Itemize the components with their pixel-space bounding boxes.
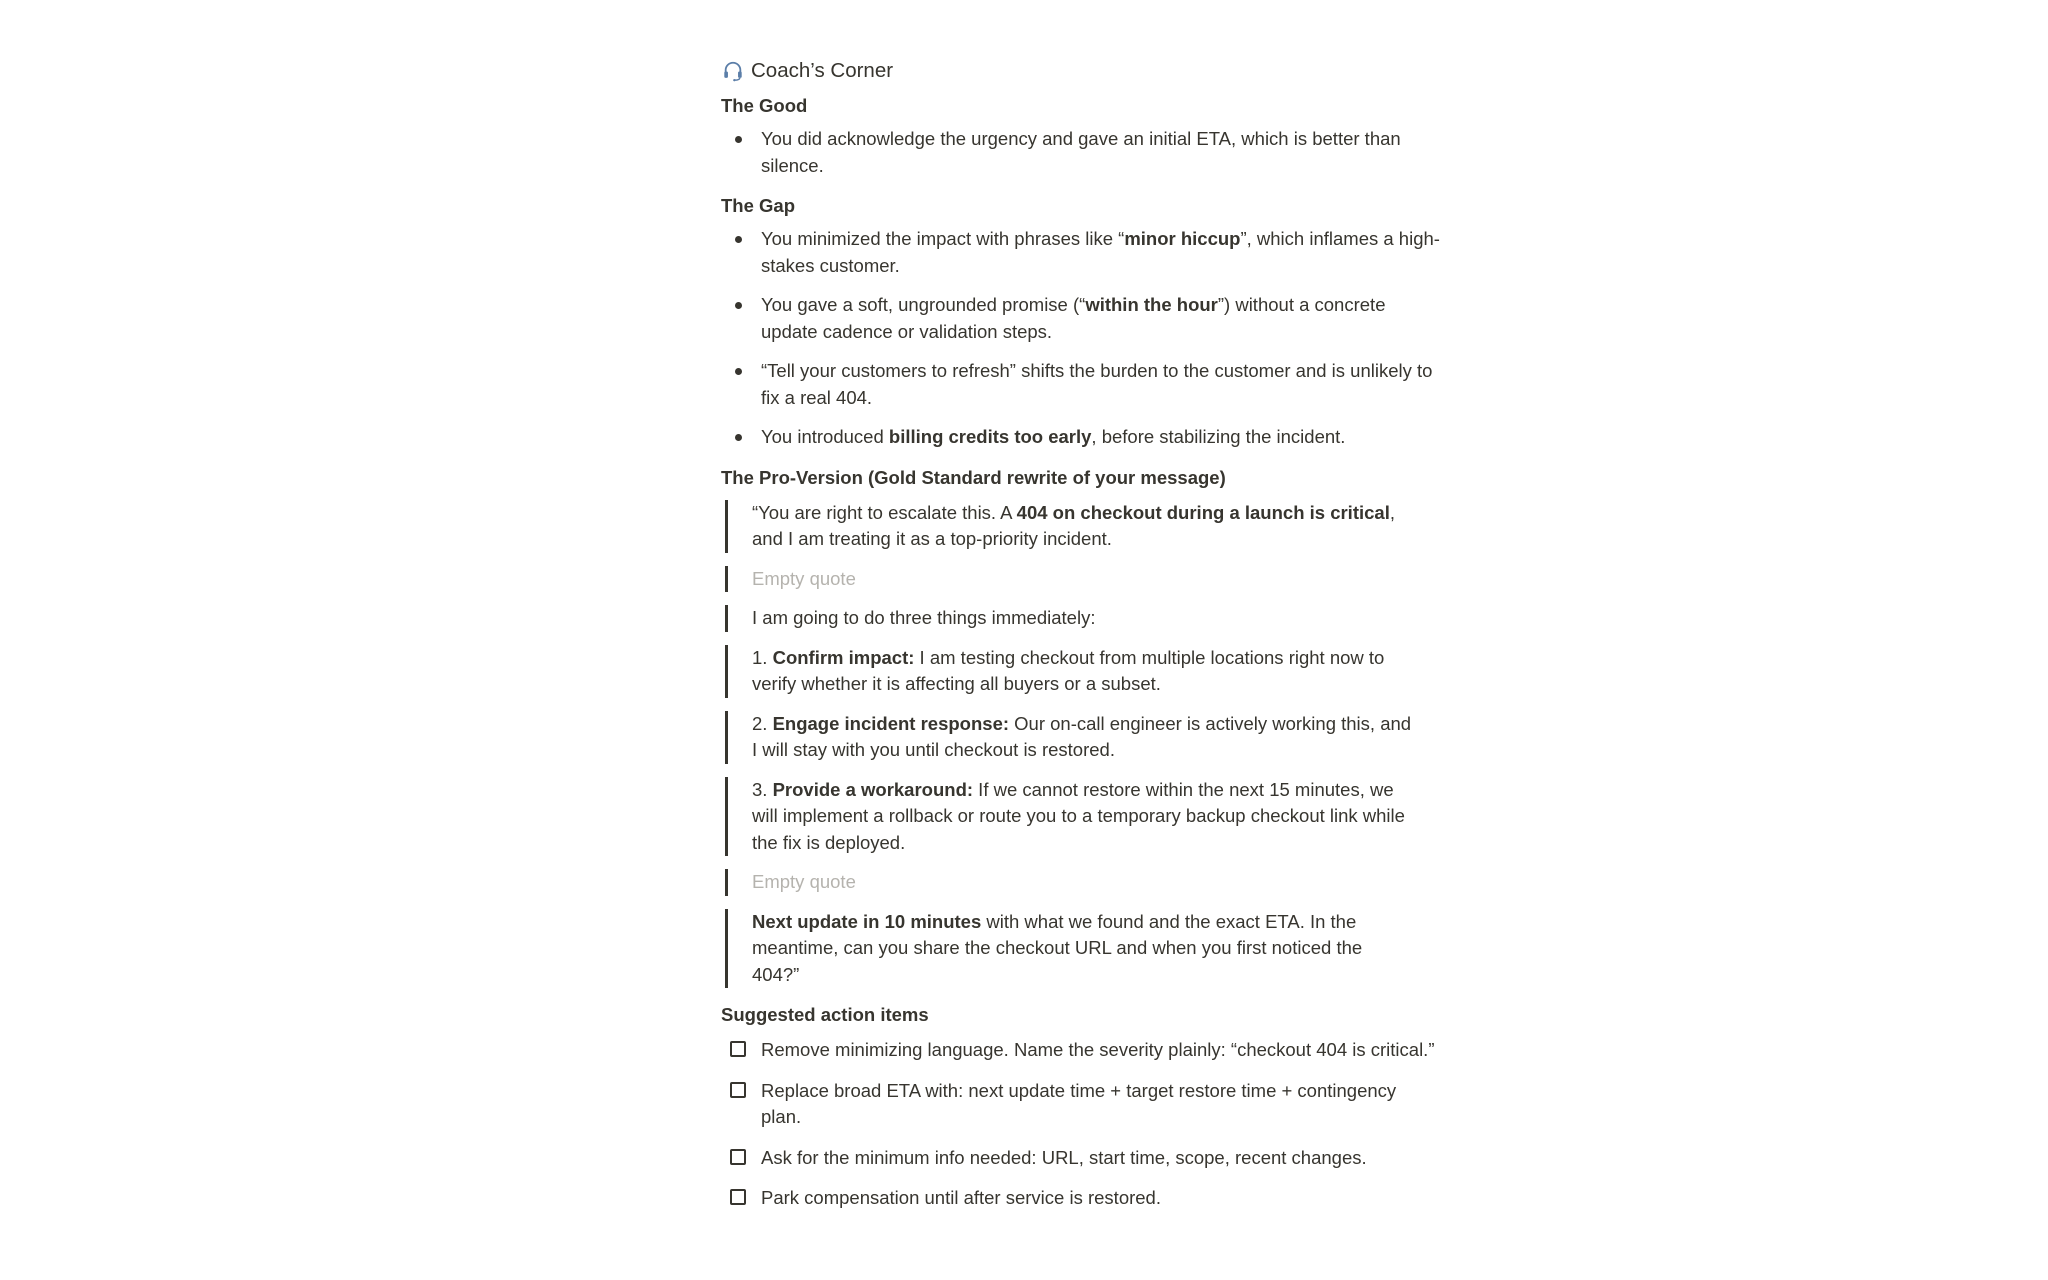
coach-corner-page [721,56,1441,1226]
action-items-list [721,1037,1441,1212]
page-title-text: Coach’s Corner [751,58,894,82]
todo-item [721,1078,1441,1131]
todo-checkbox[interactable] [730,1082,746,1098]
todo-text[interactable]: Ask for the minimum info needed: URL, start time, scope, recent changes. [761,1146,1367,1168]
todo-text[interactable]: Park compensation until after service is restored. [761,1187,1161,1208]
empty-quote: Empty quote [725,869,1412,896]
list-item: You did acknowledge the urgency and gave an initial ETA, which is better than silence. [721,126,1441,179]
todo-item [721,1185,1441,1212]
quote-block: 2. Engage incident response: Our on-call engineer is actively working this, and I will stay with you until checkout is restored. [725,711,1412,764]
heading-good: The Good [721,95,808,116]
heading-action-items: Suggested action items [721,1004,929,1025]
quote-block: 3. Provide a workaround: If we cannot restore within the next 15 minutes, we will implement a rollback or route you to a temporary backup checkout link while the fix is deployed. [725,777,1412,857]
todo-item [721,1145,1441,1172]
todo-text[interactable]: Replace broad ETA with: next update time + target restore time + contingency plan. [761,1079,1397,1127]
quote-block: Next update in 10 minutes with what we found and the exact ETA. In the meantime, can you share the checkout URL and when you first noticed the 404?” [725,909,1412,989]
empty-quote: Empty quote [725,566,1412,593]
quote-block: 1. Confirm impact: I am testing checkout from multiple locations right now to verify whether it is affecting all buyers or a subset. [725,645,1412,698]
list-item: You minimized the impact with phrases like “minor hiccup”, which inflames a high-stakes customer. [721,226,1441,279]
quote-block: I am going to do three things immediately: [725,605,1412,632]
todo-item [721,1037,1441,1064]
good-list [721,126,1441,179]
todo-checkbox[interactable] [730,1189,746,1205]
list-item: You gave a soft, ungrounded promise (“within the hour”) without a concrete update cadence or validation steps. [721,292,1441,345]
heading-gap: The Gap [721,195,796,216]
heading-pro-version: The Pro-Version (Gold Standard rewrite of your message) [721,466,1226,488]
page-title [721,56,1441,86]
todo-checkbox[interactable] [730,1149,746,1165]
quote-block: “You are right to escalate this. A 404 on checkout during a launch is critical, and I am treating it as a top-priority incident. [725,500,1412,553]
pro-quotes [721,500,1441,989]
todo-text[interactable]: Remove minimizing language. Name the severity plainly: “checkout 404 is critical.” [761,1039,1435,1060]
todo-checkbox[interactable] [730,1041,746,1057]
gap-list [721,226,1441,451]
list-item: “Tell your customers to refresh” shifts the burden to the customer and is unlikely to fix a real 404. [721,358,1441,411]
list-item: You introduced billing credits too early, before stabilizing the incident. [721,424,1441,451]
headset-icon [721,59,745,83]
